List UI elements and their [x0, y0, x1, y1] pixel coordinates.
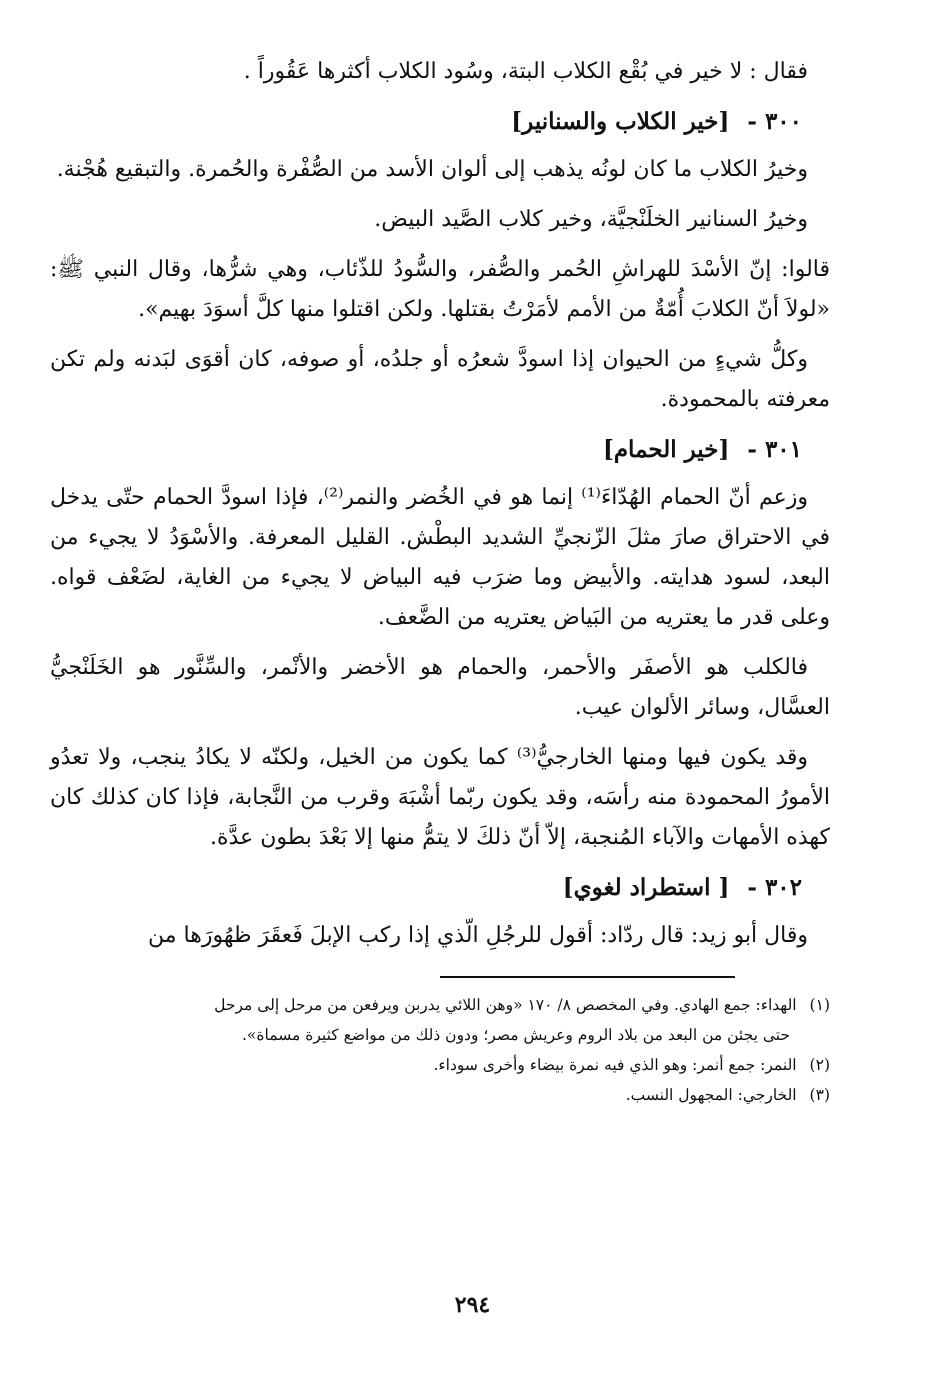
section-300-title: [خير الكلاب والسنانير] [511, 108, 730, 135]
section-301-paragraph: وزعم أنّ الحمام الهُدّاءَ⁽¹⁾ إنما هو في الخُضر والنمر⁽²⁾، فإذا اسودَّ الحمام حتّى يدخل في الاحتراق صارَ مثلَ الزّنجيِّ الشديد البطْش. القليل المعرفة. والأسْوَدُ لا يجيء من البعد، لسود هدايته. والأبيض وما ضرَب فيه البياض لا يجيء من الغاية، لضَعْف قواه. وعلى قدر ما يعتريه من البَياض يعتريه من الضَّعف. [50, 485, 831, 630]
footnote-separator [440, 976, 735, 978]
footnote-number: (١) [809, 996, 830, 1014]
section-302-title: [ استطراد لغوي] [562, 874, 730, 901]
footnote-text: الهداء: جمع الهادي. وفي المخصص ٨/ ١٧٠ «وهن اللائي يدربن ويرفعن من مرحل إلى مرحل [214, 996, 797, 1014]
footnote-3 [50, 1080, 830, 1110]
section-300-paragraph: وخيرُ الكلاب ما كان لونُه يذهب إلى ألوان الأسد من الصُّفْرة والحُمرة. والتبقيع هُجْنة. [56, 157, 808, 182]
section-301-number: ٣٠١ - [747, 436, 802, 463]
section-300-paragraph: وكلُّ شيءٍ من الحيوان إذا اسودَّ شعرُه أو جلدُه، أو صوفه، كان أقوَى لبَدنه ولم تكن معرفته بالمحمودة. [50, 347, 830, 412]
section-301-paragraph: فالكلب هو الأصفَر والأحمر، والحمام هو الأخضر والأنْمر، والسِّنَّور هو الخَلَنْجيُّ العسَّال، وسائر الألوان عيب. [50, 655, 830, 720]
section-300-heading [50, 102, 830, 142]
section-300-paragraph: قالوا: إنّ الأسْدَ للهراشِ الحُمر والصُّفر، والسُّودُ للذّئاب، وهي شرُّها، وقال النبي ﷺ: «لولاَ أنّ الكلابَ أُمّةٌ من الأمم لأمَرْتُ بقتلها. ولكن اقتلوا منها كلَّ أسوَدَ بهيم». [50, 257, 830, 322]
footnote-number: (٣) [809, 1086, 830, 1104]
section-301-heading [50, 430, 830, 470]
page-number: ٢٩٤ [454, 1292, 491, 1318]
footnote-text: النمر: جمع أنمر: وهو الذي فيه نمرة بيضاء وأخرى سوداء. [433, 1056, 797, 1074]
footnote-separator-wrap [50, 966, 830, 990]
footnote-2 [50, 1050, 830, 1080]
opening-paragraph: فقال : لا خير في بُقْع الكلاب البتة، وسُود الكلاب أكثرها عَقُوراً . [243, 59, 808, 84]
footnote-text: الخارجي: المجهول النسب. [625, 1086, 797, 1104]
section-300-paragraph: وخيرُ السنانير الخلَنْجيَّة، وخير كلاب الصَّيد البيض. [374, 207, 808, 232]
footnote-number: (٢) [809, 1056, 830, 1074]
section-301-paragraph: وقد يكون فيها ومنها الخارجيُّ⁽³⁾ كما يكون من الخيل، ولكنّه لا يكادُ ينجب، ولا تعدُو الأمورُ المحمودة منه رأسَه، وقد يكون ربّما أشْبَهَ وقرب من النَّجابة، فإذا كان كذلك كان كهذه الأمهات والآباء المُنجبة، إلاّ أنّ ذلكَ لا يتمُّ منها إلا بَعْدَ بطون عدَّة. [50, 745, 830, 850]
footnote-1-continuation: حتى يجئن من البعد من بلاد الروم وعريش مصر؛ ودون ذلك من مواضع كثيرة مسماة». [241, 1026, 790, 1044]
section-301-title: [خير الحمام] [602, 436, 730, 463]
section-302-number: ٣٠٢ - [747, 874, 802, 901]
footnote-1 [50, 990, 830, 1020]
section-302-paragraph: وقال أبو زيد: قال ردّاد: أقول للرجُلِ الّذي إذا ركب الإبلَ فَعقَرَ ظهُورَها من [148, 923, 808, 948]
section-302-heading [50, 868, 830, 908]
section-300-number: ٣٠٠ - [747, 108, 802, 135]
footnotes [50, 990, 830, 1110]
